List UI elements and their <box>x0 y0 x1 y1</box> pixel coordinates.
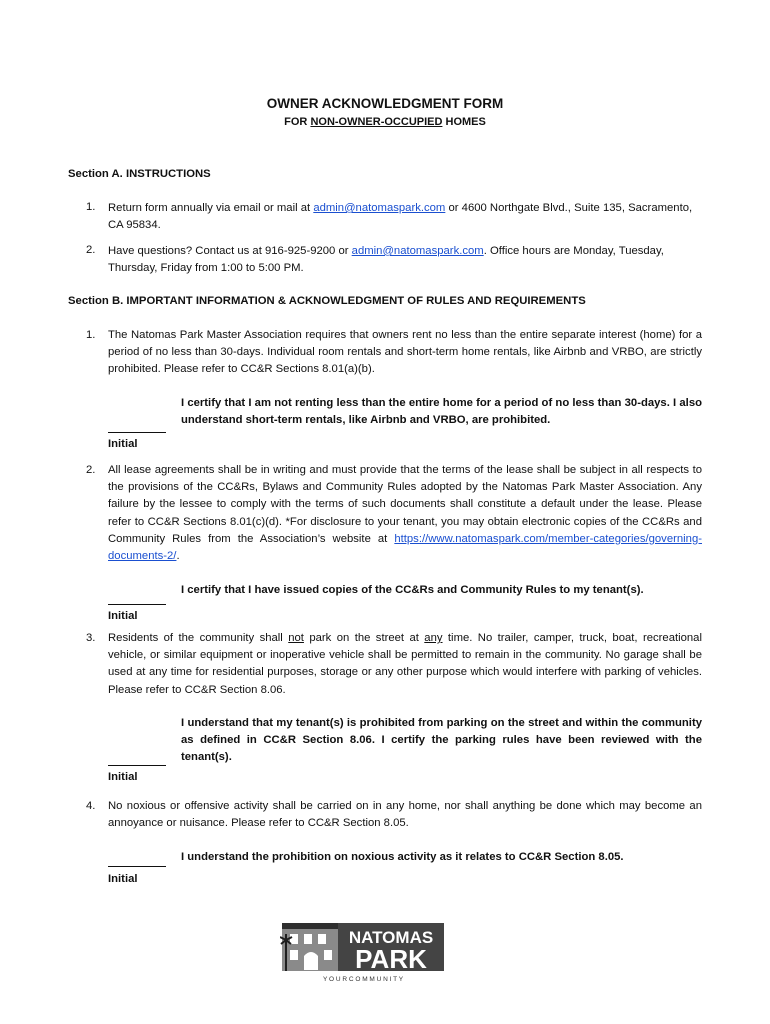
section-b-item-4-number: 4. <box>86 800 96 812</box>
subtitle-underlined: NON-OWNER-OCCUPIED <box>310 116 443 128</box>
section-b-item-3-number: 3. <box>86 632 96 644</box>
initial-line-4[interactable] <box>108 866 166 867</box>
item-text: All lease agreements shall be in writing and must provide that the terms of the lease shall be subject in all respects to the provisions of the CC&Rs, Bylaws and Community Rules adopted by the Natomas Park Master Association. Any failure by the lessee to comply with the terms of such documents shall constitute a default under the lease. Please refer to CC&R Sections 8.01(c)(d). *For disclosure to your tenant, you may obtain electronic copies of the CC&Rs and Community Rules from the Association’s website at <box>108 464 702 545</box>
section-b-item-1-number: 1. <box>86 329 96 341</box>
item-text: . Office hours are Monday, Tuesday, Thursday, Friday from 1:00 to 5:00 PM. <box>108 245 664 275</box>
natomas-park-logo <box>280 918 446 984</box>
initial-line-2[interactable] <box>108 604 166 605</box>
logo-tagline: Y O U R C O M M U N I T Y <box>322 976 404 983</box>
section-b-item-4: No noxious or offensive activity shall be carried on in any home, nor shall anything be done which may become an annoyance or nuisance. Please refer to CC&R Section 8.05. <box>108 800 702 830</box>
email-link[interactable]: admin@natomaspark.com <box>313 202 446 214</box>
logo-line-2: PARK <box>355 944 427 974</box>
initial-label-1: Initial <box>108 438 138 450</box>
section-a-heading: Section A. INSTRUCTIONS <box>68 168 211 180</box>
initial-line-3[interactable] <box>108 765 166 766</box>
item-text: park on the street at <box>303 632 425 644</box>
initial-label-4: Initial <box>108 873 138 885</box>
email-link[interactable]: admin@natomaspark.com <box>351 245 484 257</box>
certification-2: I certify that I have issued copies of the CC&Rs and Community Rules to my tenant(s). <box>181 584 644 596</box>
section-b-item-3 <box>108 630 702 699</box>
form-title: OWNER ACKNOWLEDGMENT FORM <box>266 96 504 111</box>
item-text: time. No trailer, camper, truck, boat, recreational vehicle, or similar equipment or inoperative vehicle shall be permitted to remain in the community. No garage shall be used at any time for residential purposes, storage or any other purpose which would interfere with parking of vehicles. Please refer to CC&R Section 8.06. <box>108 632 702 696</box>
section-b-item-2 <box>108 462 702 565</box>
section-a-item-1 <box>108 200 702 234</box>
certification-1: I certify that I am not renting less than the entire home for a period of no less than 30-days. I also understand short-term rentals, like Airbnb and VRBO, are prohibited. <box>181 397 702 427</box>
emphasis-any: any <box>424 632 443 644</box>
item-text: Have questions? Contact us at 916-925-9200 or <box>108 245 352 257</box>
governing-documents-link[interactable]: https://www.natomaspark.com/member-categories/governing-documents-2/ <box>108 532 702 563</box>
logo-line-1: NATOMAS <box>348 928 434 947</box>
building-icon <box>280 923 338 971</box>
initial-label-3: Initial <box>108 771 138 783</box>
section-b-heading: Section B. IMPORTANT INFORMATION & ACKNOWLEDGMENT OF RULES AND REQUIREMENTS <box>68 295 586 307</box>
certification-3: I understand that my tenant(s) is prohibited from parking on the street and within the community as defined in CC&R Section 8.06. I certify the parking rules have been reviewed with the tenant(s). <box>181 717 702 764</box>
section-b-item-2-number: 2. <box>86 464 96 476</box>
section-b-item-1: The Natomas Park Master Association requires that owners rent no less than the entire separate interest (home) for a period of no less than 30-days. Individual room rentals and short-term home rentals, like Airbnb and VRBO, are strictly prohibited. Please refer to CC&R Sections 8.01(a)(b). <box>108 329 702 376</box>
subtitle-prefix: FOR <box>284 116 311 128</box>
form-subtitle <box>0 116 770 128</box>
initial-line-1[interactable] <box>108 432 166 433</box>
section-a-item-2 <box>108 243 702 277</box>
item-text: or 4600 Northgate Blvd., Suite 135, Sacramento, CA 95834. <box>108 202 693 232</box>
section-a-item-1-number: 1. <box>86 201 96 213</box>
item-text: Return form annually via email or mail at <box>108 202 314 214</box>
emphasis-not: not <box>288 632 304 644</box>
subtitle-suffix: HOMES <box>442 116 486 128</box>
section-a-item-2-number: 2. <box>86 244 96 256</box>
initial-label-2: Initial <box>108 610 138 622</box>
item-text: . <box>176 550 180 563</box>
certification-4: I understand the prohibition on noxious activity as it relates to CC&R Section 8.05. <box>181 851 624 863</box>
item-text: Residents of the community shall <box>108 632 289 644</box>
